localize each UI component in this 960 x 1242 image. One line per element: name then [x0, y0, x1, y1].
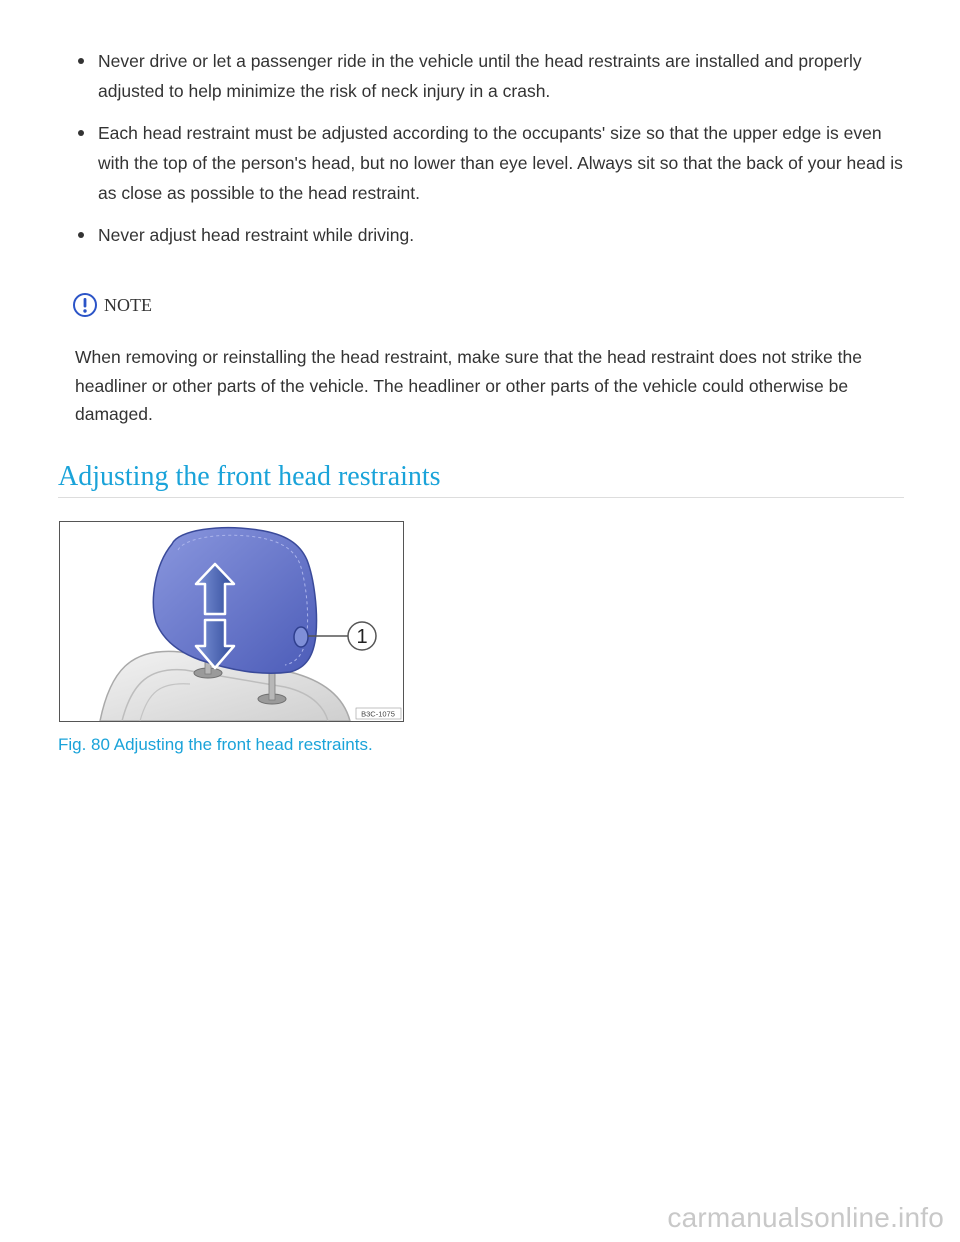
headrest-illustration — [60, 522, 403, 721]
figure-caption: Fig. 80 Adjusting the front head restraints. — [58, 735, 373, 754]
note-heading — [72, 292, 152, 318]
warning-item — [78, 220, 908, 250]
watermark-text: carmanualsonline.info — [667, 1202, 944, 1233]
title-divider — [58, 497, 904, 498]
bullet-icon — [78, 130, 84, 136]
warning-list — [78, 46, 908, 262]
note-label: NOTE — [104, 294, 152, 315]
callout-number: 1 — [356, 626, 368, 648]
exclamation-circle-icon — [72, 292, 98, 318]
warning-text: Never drive or let a passenger ride in the vehicle until the head restraints are installed and properly adjusted to help minimize the risk of neck injury in a crash. — [98, 51, 862, 101]
image-code: B3C-1075 — [361, 709, 395, 719]
bullet-icon — [78, 58, 84, 64]
warning-item — [78, 46, 908, 106]
warning-item — [78, 118, 908, 208]
headrest-figure — [59, 521, 404, 722]
release-button — [294, 627, 308, 647]
note-text: When removing or reinstalling the head restraint, make sure that the head restraint does not strike the headliner or other parts of the vehicle. The headliner or other parts of the vehicle could otherwise be damaged. — [75, 347, 862, 424]
warning-text: Never adjust head restraint while driving. — [98, 225, 415, 245]
warning-text: Each head restraint must be adjusted according to the occupants' size so that the upper edge is even with the top of the person's head, but no lower than eye level. Always sit so that the back of your head is as close as possible to the head restraint. — [98, 123, 903, 203]
section-title: Adjusting the front head restraints — [58, 461, 441, 492]
bullet-icon — [78, 232, 84, 238]
